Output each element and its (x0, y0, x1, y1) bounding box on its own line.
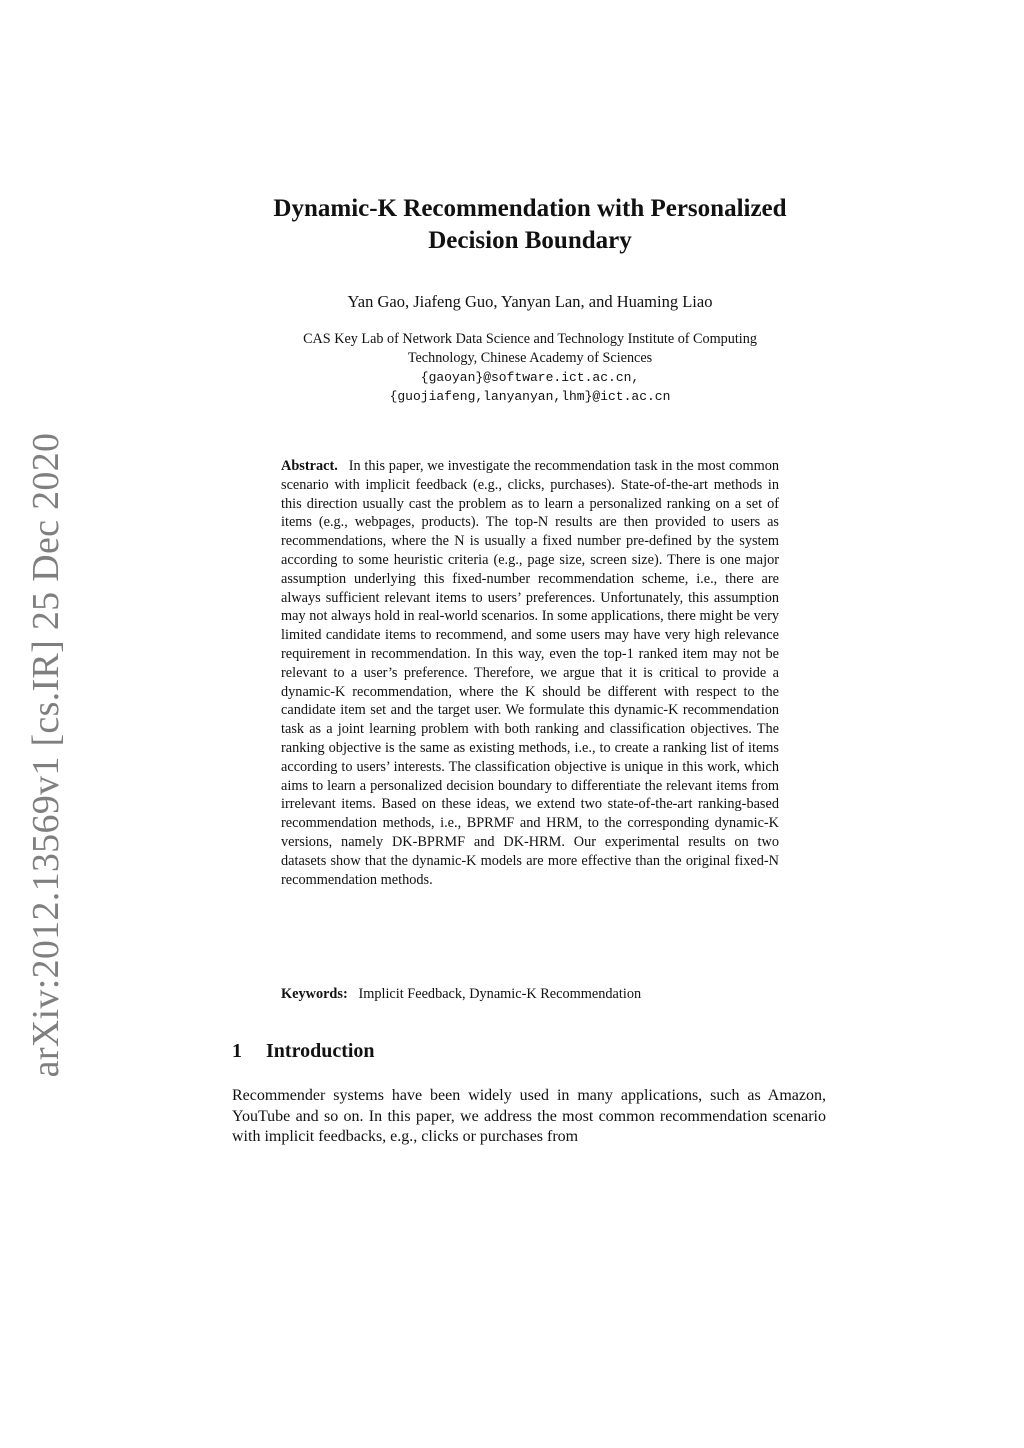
arxiv-identifier-stamp: arXiv:2012.13569v1 [cs.IR] 25 Dec 2020 (25, 432, 67, 1078)
paper-title-line-2: Decision Boundary (428, 227, 632, 254)
section-title: Introduction (266, 1040, 375, 1062)
introduction-paragraph: Recommender systems have been widely used in many applications, such as Amazon, YouTube and so on. In this paper, we address the most common recommendation scenario with implicit feedbacks, e.g., clicks or purchases from (232, 1087, 826, 1145)
affiliation-block (220, 330, 840, 406)
keywords-label: Keywords: (281, 986, 355, 1002)
keywords-text: Implicit Feedback, Dynamic-K Recommendation (358, 986, 642, 1002)
section-heading-introduction (232, 1040, 375, 1063)
affiliation-line-1: CAS Key Lab of Network Data Science and Technology Institute of Computing (303, 331, 757, 347)
section-number: 1 (232, 1040, 242, 1062)
abstract-text: In this paper, we investigate the recommendation task in the most common scenario with implicit feedback (e.g., clicks, purchases). State-of-the-art methods in this direction usually cast the problem as to learn a personalized ranking on a set of items (e.g., webpages, products). The top-N results are then provided to users as recommendations, where the N is usually a fixed number pre-defined by the system according to some heuristic criteria (e.g., page size, screen size). There is one major assumption underlying this fixed-number recommendation scheme, i.e., there are always sufficient relevant items to users’ preferences. Unfortunately, this assumption may not always hold in real-world scenarios. In some applications, there might be very limited candidate items to recommend, and some users may have very high relevance requirement in recommendation. In this way, even the top-1 ranked item may not be relevant to a user’s preference. Therefore, we argue that it is critical to provide a dynamic-K recommendation, where the K should be different with respect to the candidate item set and the target user. We formulate this dynamic-K recommendation task as a joint learning problem with both ranking and classification objectives. The ranking objective is the same as existing methods, i.e., to create a ranking list of items according to users’ interests. The classification objective is unique in this work, which aims to learn a personalized decision boundary to differentiate the relevant items from irrelevant items. Based on these ideas, we extend two state-of-the-art ranking-based recommendation methods, i.e., BPRMF and HRM, to the corresponding dynamic-K versions, namely DK-BPRMF and DK-HRM. Our experimental results on two datasets show that the dynamic-K models are more effective than the original fixed-N recommendation methods. (281, 458, 779, 888)
affiliation-line-2: Technology, Chinese Academy of Sciences (407, 350, 653, 366)
author-email-1: {gaoyan}@software.ict.ac.cn, (420, 370, 640, 385)
author-list: Yan Gao, Jiafeng Guo, Yanyan Lan, and Huaming Liao (347, 292, 713, 311)
paper-title (200, 193, 860, 257)
keywords (281, 986, 779, 1003)
paper-title-line-1: Dynamic-K Recommendation with Personalized (273, 195, 787, 222)
abstract (281, 457, 779, 889)
abstract-label: Abstract. (281, 458, 345, 474)
author-email-2: {guojiafeng,lanyanyan,lhm}@ict.ac.cn (389, 389, 671, 404)
